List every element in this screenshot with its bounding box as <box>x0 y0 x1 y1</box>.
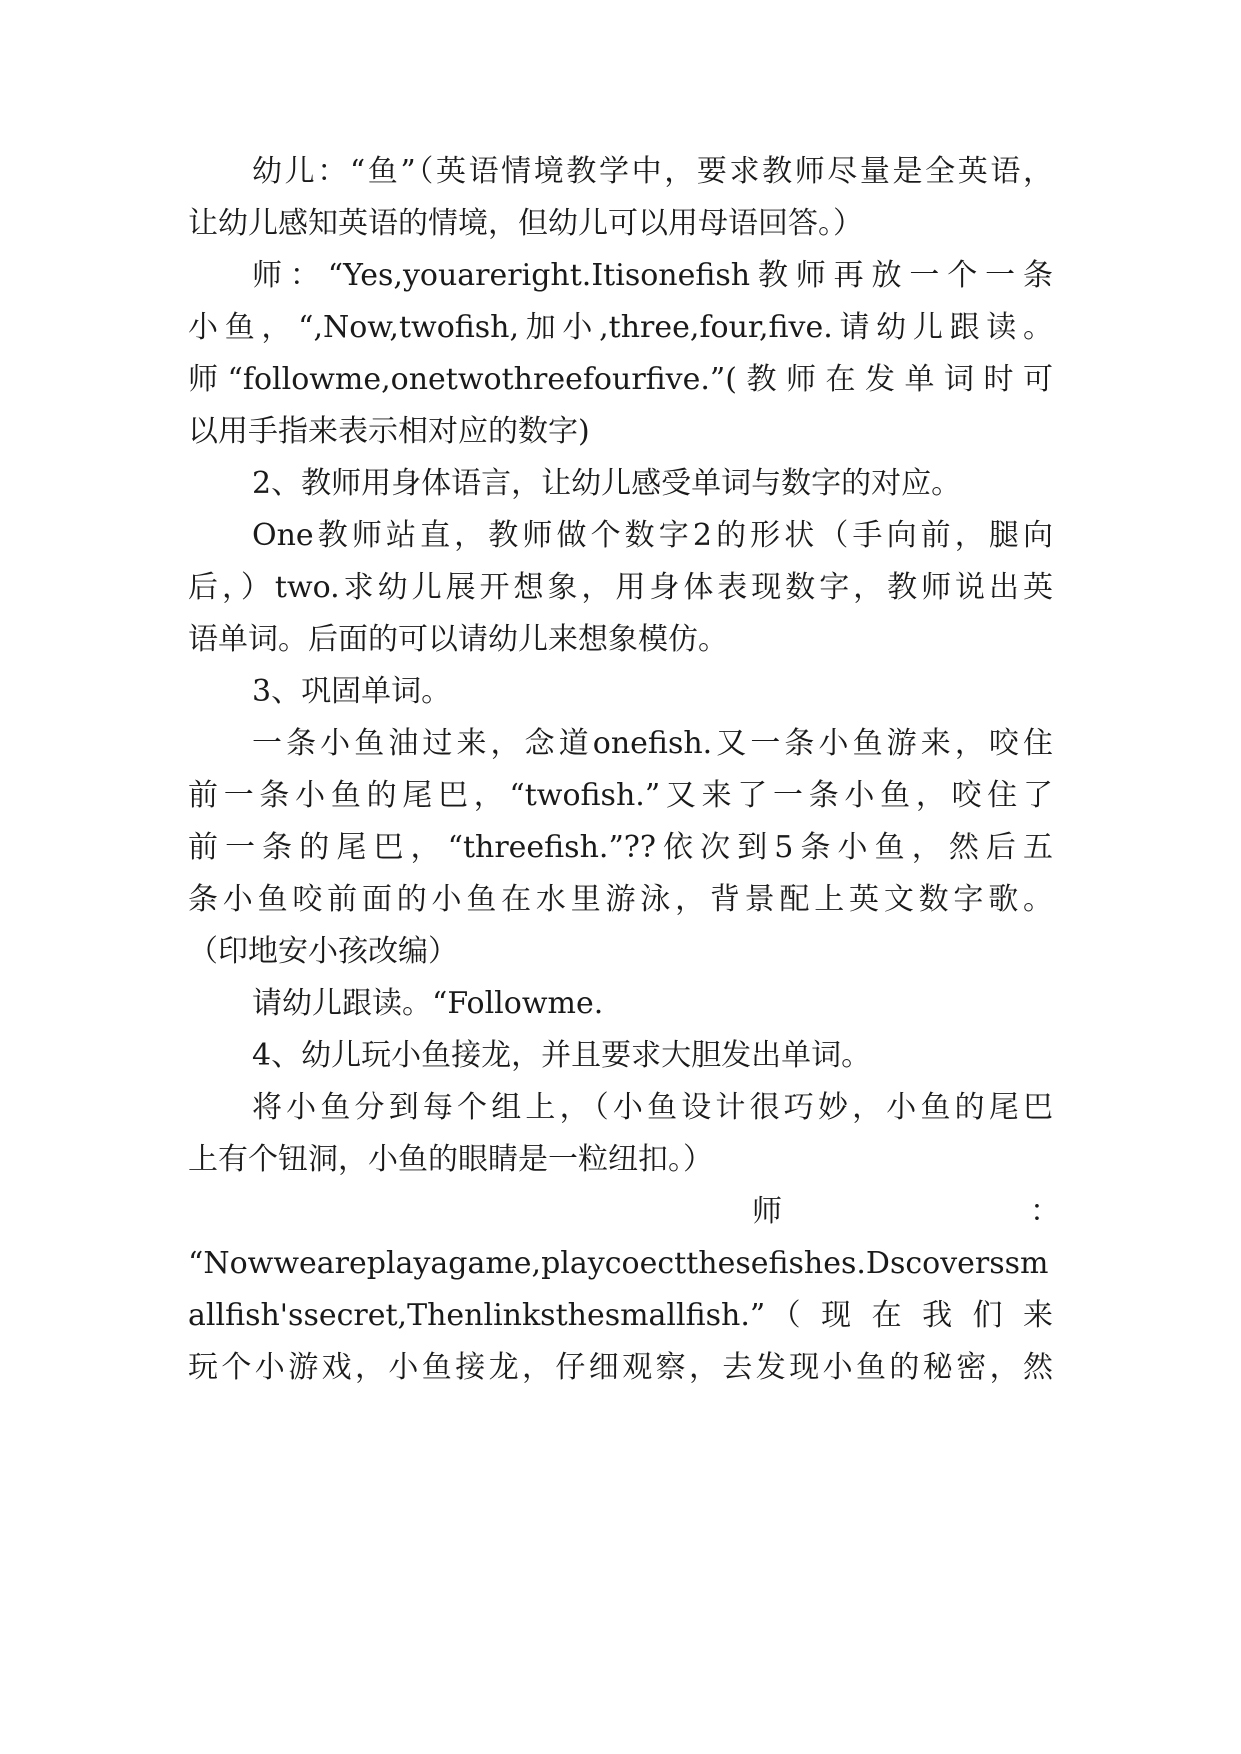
paragraph-line: 玩个小游戏，小鱼接龙，仔细观察，去发现小鱼的秘密，然 <box>188 1350 1053 1385</box>
paragraph-line: allfish'ssecret,Thenlinksthesmallfish.”（现在我们来 <box>188 1298 1053 1333</box>
paragraph-line: 一条小鱼油过来，念道onefish.又一条小鱼游来，咬住 <box>252 726 1053 761</box>
paragraph-line: 条小鱼咬前面的小鱼在水里游泳，背景配上英文数字歌。 <box>188 882 1053 917</box>
speaker-colon: ： <box>1030 1194 1060 1229</box>
paragraph-line: 4、幼儿玩小鱼接龙，并且要求大胆发出单词。 <box>252 1038 872 1073</box>
paragraph-line: 前一条的尾巴，“threefish.”??依次到5条小鱼，然后五 <box>188 830 1053 865</box>
paragraph-line: 以用手指来表示相对应的数字) <box>188 414 590 449</box>
paragraph-line: 语单词。后面的可以请幼儿来想象模仿。 <box>188 622 728 657</box>
paragraph-line: 后，）two.求幼儿展开想象，用身体表现数字，教师说出英 <box>188 570 1053 605</box>
paragraph-line: 2、教师用身体语言，让幼儿感受单词与数字的对应。 <box>252 466 962 501</box>
paragraph-line: 将小鱼分到每个组上，（小鱼设计很巧妙，小鱼的尾巴 <box>252 1090 1053 1125</box>
paragraph-line: 让幼儿感知英语的情境，但幼儿可以用母语回答。） <box>188 206 863 241</box>
paragraph-line: 师“followme,onetwothreefourfive.”(教师在发单词时可 <box>188 362 1053 397</box>
paragraph-line: One教师站直，教师做个数字2的形状（手向前，腿向 <box>252 518 1053 553</box>
paragraph-line: （印地安小孩改编） <box>188 934 458 969</box>
paragraph-line: 3、巩固单词。 <box>252 674 452 709</box>
paragraph-line: 前一条小鱼的尾巴，“twofish.”又来了一条小鱼，咬住了 <box>188 778 1053 813</box>
paragraph-line: “Nowweareplayagame,playcoectthesefishes.Dscoverssm <box>188 1246 1049 1281</box>
paragraph-line: 小鱼，“,Now,twofish,加小,three,four,five.请幼儿跟读。 <box>188 310 1053 345</box>
paragraph-line: 师：“Yes,youareright.Itisonefish教师再放一个一条 <box>252 258 1053 293</box>
paragraph-line: 请幼儿跟读。“Followme. <box>252 986 604 1021</box>
paragraph-line: 幼儿：“鱼”（英语情境教学中，要求教师尽量是全英语， <box>252 154 1053 189</box>
paragraph-line: 上有个钮洞，小鱼的眼睛是一粒纽扣。） <box>188 1142 713 1177</box>
speaker-label: 师 <box>752 1194 782 1229</box>
